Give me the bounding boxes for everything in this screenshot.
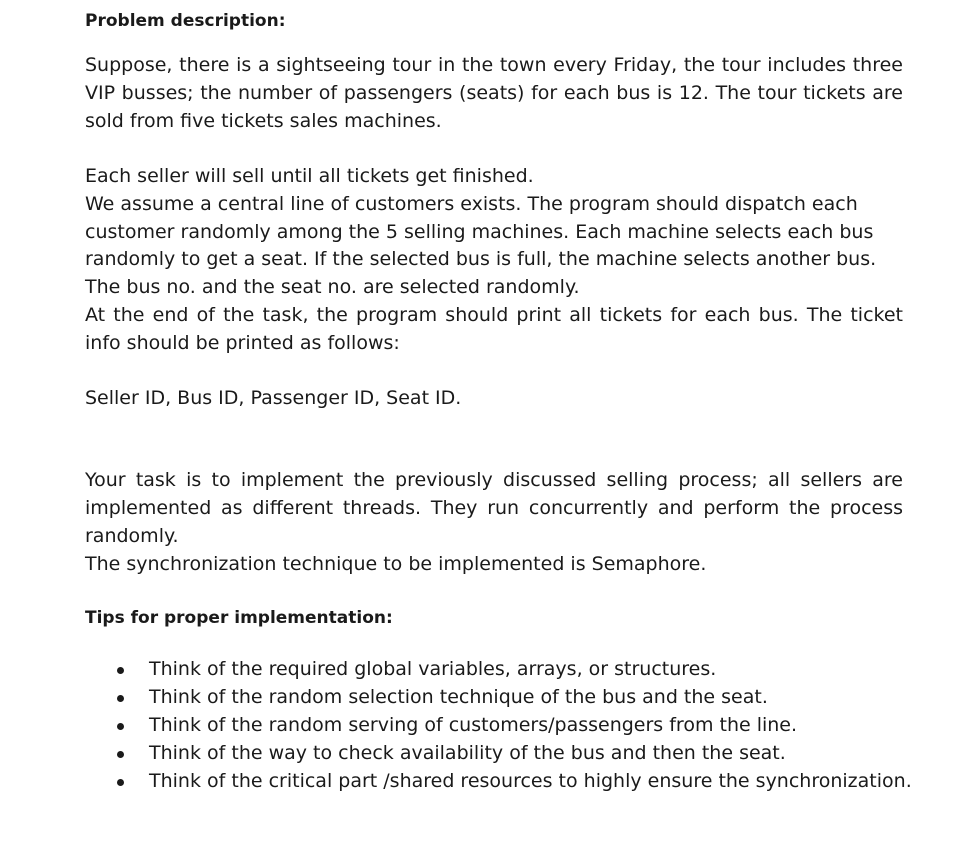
tips-list: [85, 655, 912, 795]
list-item: Think of the random serving of customers/passengers from the line.: [85, 711, 903, 739]
list-item: Think of the critical part /shared resources to highly ensure the synchronization.: [85, 767, 903, 795]
bullet-icon: [117, 751, 124, 758]
bullet-icon: [117, 723, 124, 730]
text-line: customer randomly among the 5 selling machines. Each machine selects each bus: [85, 221, 874, 243]
list-item: Think of the way to check availability of the bus and then the seat.: [85, 739, 903, 767]
ticket-format-line: Seller ID, Bus ID, Passenger ID, Seat ID.: [85, 387, 462, 409]
print-instruction-paragraph: At the end of the task, the program should print all tickets for each bus. The ticket info should be printed as follows:: [85, 304, 903, 354]
sync-line: The synchronization technique to be implemented is Semaphore.: [85, 553, 707, 575]
intro-paragraph: Suppose, there is a sightseeing tour in the town every Friday, the tour includes three VIP busses; the number of passengers (seats) for each bus is 12. The tour tickets are sold from five tickets sales machines.: [85, 54, 903, 132]
text-line: Each seller will sell until all tickets get finished.: [85, 165, 534, 187]
text-line: randomly to get a seat. If the selected bus is full, the machine selects another bus.: [85, 248, 877, 270]
text-line: The bus no. and the seat no. are selected randomly.: [85, 276, 580, 298]
problem-heading: Problem description:: [85, 11, 286, 31]
list-item: Think of the random selection technique of the bus and the seat.: [85, 683, 903, 711]
task-paragraph: Your task is to implement the previously discussed selling process; all sellers are implemented as different threads. They run concurrently and perform the process randomly.: [85, 469, 903, 547]
bullet-icon: [117, 779, 124, 786]
text-line: We assume a central line of customers exists. The program should dispatch each: [85, 193, 858, 215]
bullet-icon: [117, 695, 124, 702]
tips-heading: Tips for proper implementation:: [85, 608, 393, 628]
list-item: Think of the required global variables, arrays, or structures.: [85, 655, 903, 683]
bullet-icon: [117, 667, 124, 674]
